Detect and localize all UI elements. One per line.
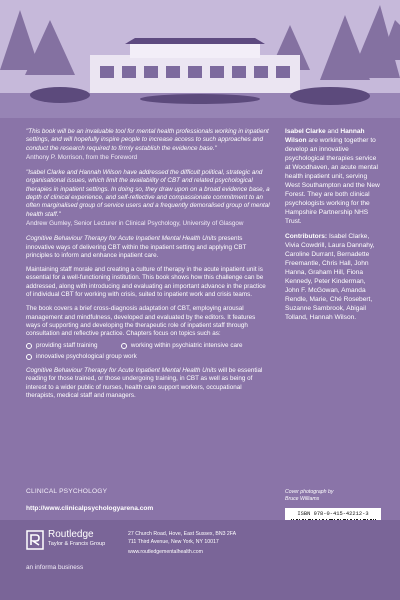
publisher-group: Taylor & Francis Group — [48, 540, 106, 547]
contributors — [285, 233, 381, 323]
closing-paragraph — [26, 367, 271, 400]
list-item: providing staff training — [26, 342, 111, 350]
list-item: working within psychiatric intensive care — [121, 342, 256, 350]
paragraph-3: The book covers a brief cross-diagnosis adaptation of CBT, employing arousal management and mindfulness, developed and evaluated by the editors. It features ways of supporting and developing the therapeutic role of inpatient staff through consultation and reflective practice. Chapters focus on topics such as: — [26, 305, 256, 338]
author-1: Isabel Clarke — [285, 128, 326, 135]
intro-text: presents innovative ways of delivering CBT within the inpatient setting and applying CBT principles to inform and enhance inpatient care. — [26, 235, 247, 259]
contributors-list: Isabel Clarke, Vivia Cowdrill, Laura Dannahy, Caroline Durrant, Bernadette Freemantle, Chris Hall, John Hanna, Graham Hill, Fiona Kennedy, Peter Kinderman, John F. McGowan, Amanda Rendle, Marie, Ché Rosebert, Suzanne Sambrook, Abigail Tolland, Hannah Wilson. — [285, 233, 375, 322]
book-title: Cognitive Behaviour Therapy for Acute Inpatient Mental Health Units — [26, 235, 217, 243]
back-cover-text — [26, 128, 271, 406]
circle-bullet-icon — [26, 354, 32, 360]
quote-2-attribution: Andrew Gumley, Senior Lecturer in Clinical Psychology, University of Glasgow — [26, 219, 244, 227]
publisher-website[interactable]: www.routledgementalhealth.com — [128, 549, 203, 556]
publisher-address: 27 Church Road, Hove, East Sussex, BN3 2FA 711 Third Avenue, New York, NY 10017 www.routledgementalhealth.com — [128, 531, 278, 557]
topic-list — [26, 342, 256, 362]
contributors-label: Contributors: — [285, 233, 328, 241]
circle-bullet-icon — [26, 343, 32, 349]
author-bio: Isabel Clarke and Hannah Wilson are working together to develop an innovative psychological therapies service at Woodhaven, an acute mental health inpatient unit, serving West Southampton and the New Forest. They are both clinical psychologists working for the Hampshire Partnership NHS Trust. — [285, 128, 380, 225]
routledge-logo-icon — [26, 530, 44, 550]
author-sidebar — [285, 128, 381, 330]
isbn: ISBN 978-0-415-42212-3 — [297, 511, 369, 517]
quote-1-attribution: Anthony P. Morrison, from the Foreword — [26, 153, 138, 161]
quote-1: "This book will be an invaluable tool for mental health professionals working in inpatient settings, and will hopefully inspire people to increase access to such approaches and conduct the research required to firmly establish the evidence base." — [26, 128, 269, 152]
bio-text: are working together to develop an innovative psychological therapies service at Woodhaven, an acute mental health inpatient unit, serving West Southampton and the New Forest. They are both clinical psychologists working for the Hampshire Partnership NHS Trust. — [285, 136, 380, 225]
closing-text: will be essential reading for those trained, or those undergoing training, in CBT as well as being of interest to a wider public of nurses, health care support workers, occupational therapists, medical staff and managers. — [26, 367, 263, 400]
author-2: Hannah Wilson — [285, 128, 365, 144]
book-title-2: Cognitive Behaviour Therapy for Acute Inpatient Mental Health Units — [26, 367, 217, 375]
list-item: innovative psychological group work — [26, 353, 256, 361]
paragraph-2: Maintaining staff morale and creating a culture of therapy in the acute inpatient unit is essential for a well-functioning institution. This book shows how this challenge can be addressed, along with introducing and evaluating an important advance in the practice of individual CBT for working with crisis, suited to inpatient work and crisis teams. — [26, 266, 266, 299]
circle-bullet-icon — [121, 343, 127, 349]
website-link[interactable]: http://www.clinicalpsychologyarena.com — [26, 505, 154, 512]
cover-photograph — [0, 0, 400, 118]
publisher-logo — [26, 530, 105, 550]
informa-tagline: an informa business — [26, 564, 84, 571]
cover-credit: Cover photograph by Bruce Williams — [285, 489, 334, 502]
intro-paragraph — [26, 235, 271, 260]
quote-2: "Isabel Clarke and Hannah Wilson have addressed the difficult political, strategic and organisational issues, which limit the availability of CBT and related psychological therapies in inpatient settings. In doing so, they draw upon on a broad evidence base, a depth of clinical experience, and self-reflective and compassionate commitment to an often marginalised group of service users and a frequently demoralised group of mental health staff." — [26, 169, 270, 218]
subject-category: CLINICAL PSYCHOLOGY — [26, 488, 108, 495]
publisher-name: Routledge — [48, 529, 94, 540]
